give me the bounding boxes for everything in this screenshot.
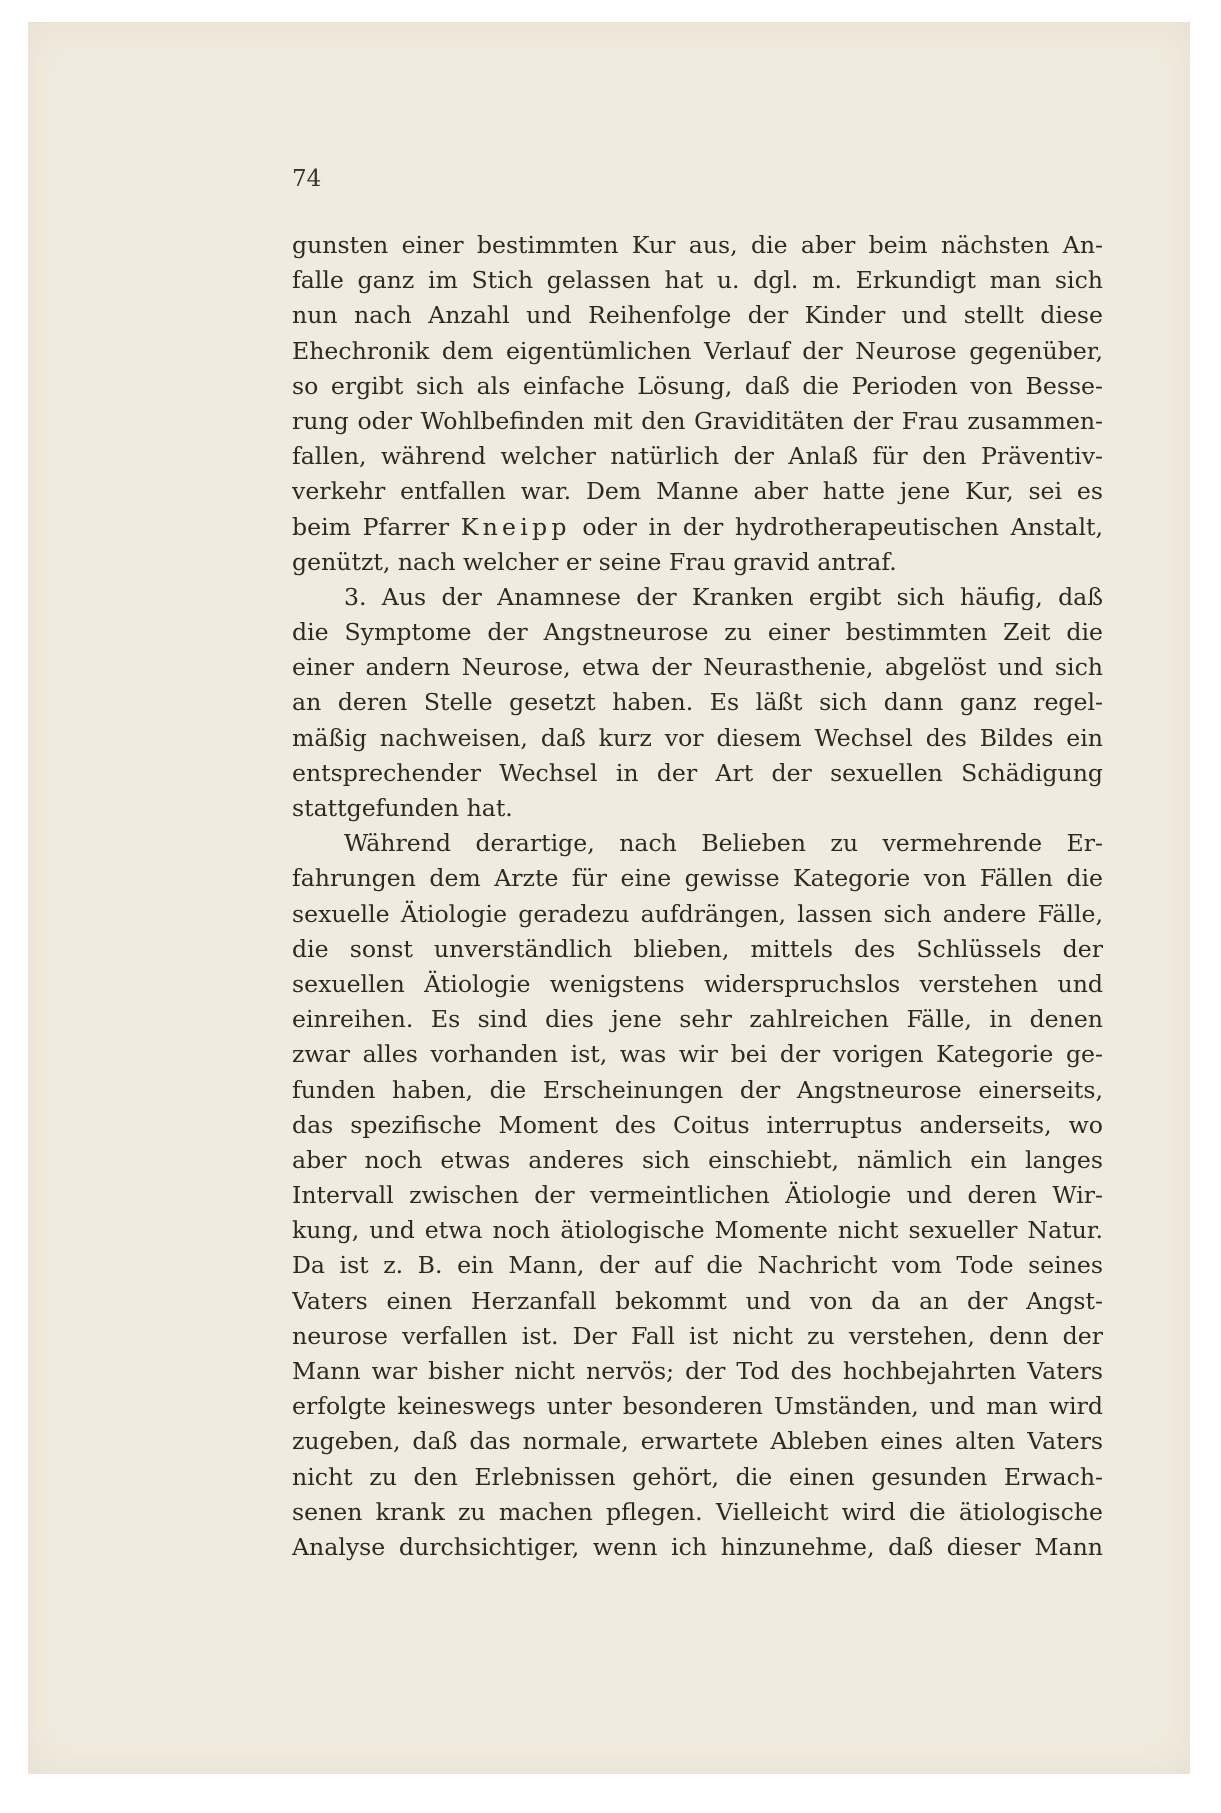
text-line: Ehechronik dem eigentümlichen Verlauf der Neurose gegenüber, [292,336,1103,365]
text-line: 3. Aus der Anamnese der Kranken ergibt sich häufig, daß [344,582,1103,611]
text-line: senen krank zu machen pflegen. Vielleicht wird die ätiologische [292,1497,1103,1526]
text-line: aber noch etwas anderes sich einschiebt, nämlich ein langes [292,1145,1103,1174]
text-line: an deren Stelle gesetzt haben. Es läßt sich dann ganz regel- [292,688,1103,717]
text-line: sexuelle Ätiologie geradezu aufdrängen, lassen sich andere Fälle, [292,899,1103,928]
text-line: rung oder Wohlbefinden mit den Graviditäten der Frau zusammen- [292,406,1103,435]
spaced-name: Kneipp [460,512,571,541]
text-line: Während derartige, nach Belieben zu vermehrende Er- [344,829,1103,858]
text-line: funden haben, die Erscheinungen der Angstneurose einerseits, [292,1075,1103,1104]
text-line: Analyse durchsichtiger, wenn ich hinzunehme, daß dieser Mann [292,1532,1103,1561]
text-line: stattgefunden hat. [292,794,513,822]
text-segment: oder in der hydrotherapeutischen Anstalt, [570,512,1103,541]
text-line: Vaters einen Herzanfall bekommt und von da an der Angst- [292,1286,1103,1315]
text-line: mäßig nachweisen, daß kurz vor diesem Wechsel des Bildes ein [292,723,1103,752]
text-line: gunsten einer bestimmten Kur aus, die aber beim nächsten An- [292,231,1103,259]
text-segment: beim Pfarrer [292,512,461,541]
text-line: die Symptome der Angstneurose zu einer bestimmten Zeit die [292,618,1103,647]
text-line: neurose verfallen ist. Der Fall ist nicht zu verstehen, denn der [292,1321,1103,1350]
page-number: 74 [292,166,322,192]
text-line: zwar alles vorhanden ist, was wir bei der vorigen Kategorie ge- [292,1040,1103,1069]
book-page [28,22,1190,1774]
text-line: Intervall zwischen der vermeintlichen Ätiologie und deren Wir- [292,1181,1103,1210]
text-line: kung, und etwa noch ätiologische Momente nicht sexueller Natur. [292,1216,1103,1245]
text-line: Mann war bisher nicht nervös; der Tod des hochbejahrten Vaters [292,1357,1103,1385]
text-line: falle ganz im Stich gelassen hat u. dgl. m. Erkundigt man sich [292,266,1103,295]
text-line: die sonst unverständlich blieben, mittels des Schlüssels der [292,934,1103,963]
text-line: Da ist z. B. ein Mann, der auf die Nachricht vom Tode seines [292,1251,1103,1280]
text-line: das spezifische Moment des Coitus interruptus anderseits, wo [292,1110,1103,1139]
text-line: entsprechender Wechsel in der Art der sexuellen Schädigung [292,758,1103,787]
text-line: erfolgte keineswegs unter besonderen Umständen, und man wird [292,1392,1103,1421]
text-line: verkehr entfallen war. Dem Manne aber hatte jene Kur, sei es [292,477,1103,506]
text-line: nun nach Anzahl und Reihenfolge der Kinder und stellt diese [292,301,1103,330]
text-line: einreihen. Es sind dies jene sehr zahlreichen Fälle, in denen [292,1005,1103,1034]
text-line: zugeben, daß das normale, erwartete Ableben eines alten Vaters [292,1427,1103,1456]
text-line: sexuellen Ätiologie wenigstens widerspruchslos verstehen und [292,969,1103,998]
text-line: nicht zu den Erlebnissen gehört, die einen gesunden Erwach- [292,1462,1103,1491]
text-line: fallen, während welcher natürlich der Anlaß für den Präventiv- [292,442,1103,471]
text-line: einer andern Neurose, etwa der Neurasthenie, abgelöst und sich [292,653,1103,682]
text-line [292,510,1103,545]
body-text [292,228,1103,1565]
text-line: so ergibt sich als einfache Lösung, daß die Perioden von Besse- [292,371,1103,400]
text-line: genützt, nach welcher er seine Frau gravid antraf. [292,547,897,576]
text-line: fahrungen dem Arzte für eine gewisse Kategorie von Fällen die [292,864,1103,893]
